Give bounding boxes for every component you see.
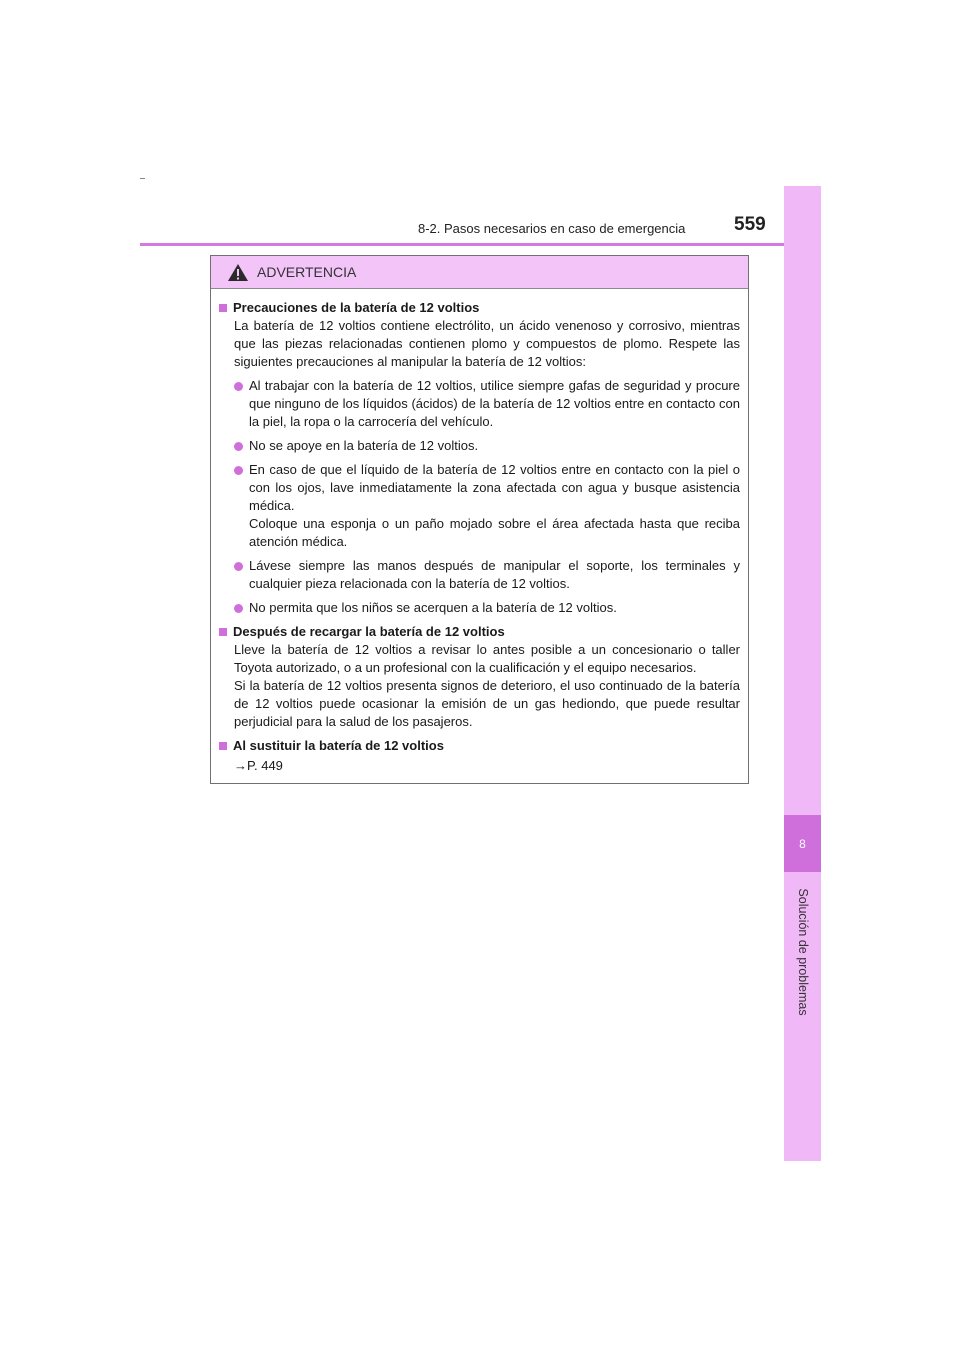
section-battery-precautions <box>219 299 740 617</box>
circle-bullet-icon <box>234 442 243 451</box>
square-bullet-icon <box>219 742 227 750</box>
bullet-list <box>234 377 740 617</box>
list-item-text-group <box>249 461 740 551</box>
section-heading <box>219 737 740 755</box>
square-bullet-icon <box>219 628 227 636</box>
warning-box <box>210 255 749 784</box>
chapter-number: 8 <box>784 815 821 872</box>
list-item-text: En caso de que el líquido de la batería de 12 voltios entre en contacto con la piel o con los ojos, lave inmediatamente la zona afectada con agua y busque asistencia médica. <box>249 462 740 513</box>
circle-bullet-icon <box>234 382 243 391</box>
warning-header <box>211 256 748 289</box>
section-after-recharging <box>219 623 740 731</box>
circle-bullet-icon <box>234 466 243 475</box>
section-heading-text: Después de recargar la batería de 12 voltios <box>233 624 505 639</box>
list-item-text: Al trabajar con la batería de 12 voltios, utilice siempre gafas de seguridad y procure que ninguno de los líquidos (ácidos) de la batería de 12 voltios entre en contacto con la piel, la ropa o la carrocería del vehículo. <box>249 378 740 429</box>
paragraph-text: Lleve la batería de 12 voltios a revisar lo antes posible a un concesionario o taller Toyota autorizado, o a un profesional con la cualificación y el equipo necesarios. <box>234 642 740 675</box>
section-heading <box>219 623 740 641</box>
chapter-title: Solución de problemas <box>796 888 810 1016</box>
circle-bullet-icon <box>234 604 243 613</box>
circle-bullet-icon <box>234 562 243 571</box>
section-heading-text: Al sustituir la batería de 12 voltios <box>233 738 444 753</box>
header-rule <box>140 243 821 246</box>
page-number: 559 <box>734 214 766 235</box>
section-battery-replacement <box>219 737 740 775</box>
square-bullet-icon <box>219 304 227 312</box>
list-item-extra-text: Coloque una esponja o un paño mojado sobre el área afectada hasta que reciba atención médica. <box>249 516 740 549</box>
section-heading-text: Precauciones de la batería de 12 voltios <box>233 300 480 315</box>
section-heading <box>219 299 740 317</box>
warning-triangle-icon <box>227 263 249 282</box>
list-item <box>234 599 740 617</box>
section-title: 8-2. Pasos necesarios en caso de emergencia <box>418 221 686 236</box>
list-item <box>234 461 740 551</box>
warning-body <box>211 289 748 775</box>
list-item <box>234 557 740 593</box>
list-item <box>234 437 740 455</box>
section-paragraph: La batería de 12 voltios contiene electrólito, un ácido venenoso y corrosivo, mientras que las piezas relacionadas contienen plomo y compuestos de plomo. Respete las siguientes precauciones al manipular la batería de 12 voltios: <box>234 318 740 369</box>
list-item-text: No se apoye en la batería de 12 voltios. <box>249 438 479 453</box>
list-item-text: No permita que los niños se acerquen a la batería de 12 voltios. <box>249 600 617 615</box>
list-item-text: Lávese siempre las manos después de manipular el soporte, los terminales y cualquier pieza relacionada con la batería de 12 voltios. <box>249 558 740 591</box>
warning-title: ADVERTENCIA <box>257 264 357 280</box>
paragraph-text: Si la batería de 12 voltios presenta signos de deterioro, el uso continuado de la batería de 12 voltios puede ocasionar la emisión de un gas hediondo, que puede resultar perjudicial para la salud de los pasajeros. <box>234 678 740 729</box>
list-item <box>234 377 740 431</box>
corner-mark <box>140 178 145 179</box>
section-paragraph <box>234 641 740 731</box>
page-reference: →P. 449 <box>234 758 283 773</box>
